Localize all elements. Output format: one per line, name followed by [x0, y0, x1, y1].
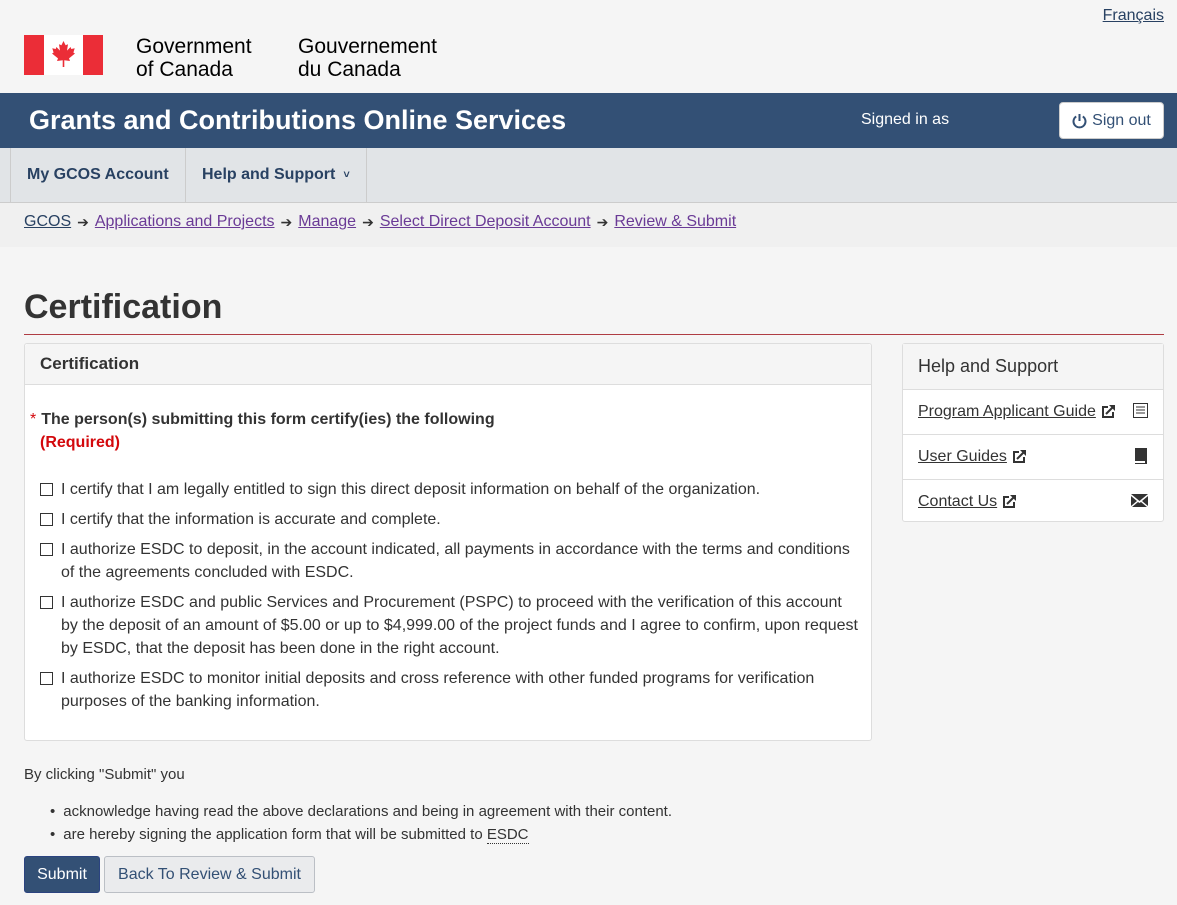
checkbox-label: I authorize ESDC to monitor initial deposits and cross reference with other funded programs for verification purposes of the banking information. — [61, 670, 815, 710]
required-star: * — [30, 411, 37, 428]
breadcrumb-link-review-and-submit[interactable]: Review & Submit — [614, 213, 737, 230]
signature-en-line1: Government — [136, 35, 252, 58]
signature-english — [136, 35, 252, 81]
program-applicant-guide-link[interactable] — [918, 403, 1096, 421]
envelope-icon — [1131, 493, 1148, 507]
certification-panel — [24, 343, 872, 741]
external-link-icon — [1001, 494, 1017, 510]
menu-item-label: My GCOS Account — [27, 166, 169, 183]
external-link-icon — [1011, 449, 1027, 465]
list-item — [50, 800, 672, 823]
breadcrumb-link-select-direct-deposit-account[interactable]: Select Direct Deposit Account — [379, 213, 591, 230]
back-to-review-submit-button[interactable]: Back To Review & Submit — [104, 856, 315, 893]
certify-checkbox-item[interactable] — [40, 478, 860, 501]
checkbox[interactable] — [40, 596, 53, 609]
app-title[interactable]: Grants and Contributions Online Services — [29, 105, 567, 135]
link-label: Program Applicant Guide — [918, 403, 1096, 420]
checkbox[interactable] — [40, 483, 53, 496]
signed-in-text: Signed in as — [861, 111, 950, 128]
contact-us-link[interactable] — [918, 493, 997, 511]
list-item-text: acknowledge having read the above declarations and being in agreement with their content. — [63, 803, 673, 820]
breadcrumb-bar — [0, 203, 1177, 247]
canada-flag-icon — [24, 35, 103, 75]
user-guides-link[interactable] — [918, 448, 1007, 466]
breadcrumb-link-gcos[interactable]: GCOS — [24, 213, 72, 230]
help-item-program-applicant-guide — [903, 390, 1163, 435]
checkbox-label: I authorize ESDC and public Services and Procurement (PSPC) to proceed with the verification of this account by the deposit of an amount of $5.00 or up to $4,999.00 of the project funds and I agree to confirm, upon request by ESDC, that the deposit has been done in the right account. — [61, 594, 858, 657]
submit-intro-text: By clicking "Submit" you — [24, 766, 185, 783]
arrow-right-icon: ➔ — [280, 213, 293, 230]
sign-out-button[interactable] — [1059, 102, 1164, 139]
book-icon — [1134, 448, 1148, 464]
certification-panel-heading: Certification — [25, 344, 871, 385]
government-signature — [24, 35, 437, 81]
checkbox-label: I certify that I am legally entitled to sign this direct deposit information on behalf of the organization. — [61, 481, 761, 498]
link-label: User Guides — [918, 448, 1007, 465]
list-item-text: are hereby signing the application form that will be submitted to — [63, 826, 483, 843]
certification-legend — [30, 411, 495, 429]
certify-checkbox-item[interactable] — [40, 591, 860, 660]
esdc-abbreviation: ESDC — [486, 826, 529, 843]
signature-fr-line1: Gouvernement — [298, 35, 437, 58]
breadcrumb — [24, 213, 736, 231]
app-bar — [0, 93, 1177, 148]
breadcrumb-link-applications-and-projects[interactable]: Applications and Projects — [94, 213, 275, 230]
legend-text: The person(s) submitting this form certify(ies) the following — [41, 411, 495, 428]
signature-french — [298, 35, 437, 81]
chevron-down-icon: ˅ — [343, 169, 350, 181]
menu-item-label: Help and Support — [202, 166, 336, 183]
checkbox[interactable] — [40, 672, 53, 685]
checkbox[interactable] — [40, 513, 53, 526]
list-icon — [1133, 403, 1148, 418]
arrow-right-icon: ➔ — [596, 213, 609, 230]
title-divider — [24, 334, 1164, 335]
page-title: Certification — [24, 288, 223, 326]
link-label: Contact Us — [918, 493, 998, 510]
submit-acknowledgement-list — [50, 800, 672, 846]
help-item-user-guides — [903, 435, 1163, 480]
menu-item-my-gcos-account[interactable] — [10, 148, 185, 202]
checkbox-label: I authorize ESDC to deposit, in the account indicated, all payments in accordance with the terms and conditions of the agreements concluded with ESDC. — [61, 541, 850, 581]
signature-fr-line2: du Canada — [298, 58, 401, 81]
checkbox[interactable] — [40, 543, 53, 556]
checkbox-label: I certify that the information is accurate and complete. — [61, 511, 441, 528]
certify-checkbox-item[interactable] — [40, 538, 860, 584]
help-item-contact-us — [903, 480, 1163, 524]
external-link-icon — [1100, 404, 1116, 420]
breadcrumb-link-manage[interactable]: Manage — [298, 213, 357, 230]
help-support-heading: Help and Support — [903, 344, 1163, 390]
submit-button[interactable]: Submit — [24, 856, 100, 893]
menu-item-help-and-support[interactable] — [185, 148, 367, 202]
sign-out-label: Sign out — [1092, 111, 1151, 129]
arrow-right-icon: ➔ — [362, 213, 374, 230]
help-support-panel — [902, 343, 1164, 522]
certify-checkbox-item[interactable] — [40, 667, 860, 713]
list-item — [50, 823, 672, 846]
signature-en-line2: of Canada — [136, 58, 233, 81]
required-label: (Required) — [40, 434, 120, 451]
language-toggle-link[interactable]: Français — [1102, 7, 1164, 24]
certify-checkbox-item[interactable] — [40, 508, 860, 531]
main-menu — [0, 148, 1177, 203]
power-icon — [1072, 113, 1087, 129]
arrow-right-icon: ➔ — [77, 213, 89, 230]
